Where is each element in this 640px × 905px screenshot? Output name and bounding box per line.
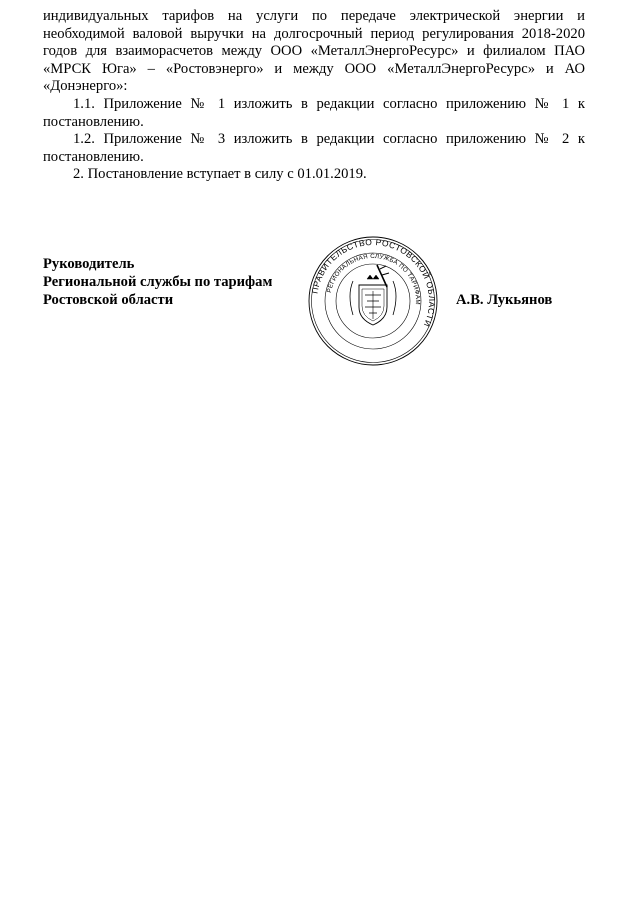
item-2: 2. Постановление вступает в силу с 01.01.2019.	[73, 166, 367, 183]
signatory-name: А.В. Лукьянов	[456, 292, 553, 308]
item-1-2: 1.2. Приложение № 3 изложить в редакции согласно приложению № 2 к постановлению.	[43, 131, 585, 165]
signatory-title-line-3: Ростовской области	[43, 292, 174, 308]
coat-of-arms-emblem	[350, 265, 396, 325]
seal-outer-text: ПРАВИТЕЛЬСТВО РОСТОВСКОЙ ОБЛАСТИ	[309, 236, 438, 329]
official-seal	[307, 235, 439, 367]
intro-paragraph: индивидуальных тарифов на услуги по передаче электрической энергии и необходимой валовой выручки на долгосрочный период регулирования 2018-2020 годов для взаиморасчетов между ООО «МеталлЭнергоРесурс» и филиалом ПАО «МРСК Юга» – «Ростовэнерго» и между ООО «МеталлЭнергоРесурс» и АО «Донэнерго»:	[43, 8, 585, 95]
signatory-title-line-1: Руководитель	[43, 256, 135, 272]
item-1-1: 1.1. Приложение № 1 изложить в редакции согласно приложению № 1 к постановлению.	[43, 95, 585, 130]
seal-inner-text: РЕГИОНАЛЬНАЯ СЛУЖБА ПО ТАРИФАМ	[325, 252, 422, 305]
signatory-title-line-2: Региональной службы по тарифам	[43, 274, 273, 290]
document-body	[43, 8, 585, 184]
